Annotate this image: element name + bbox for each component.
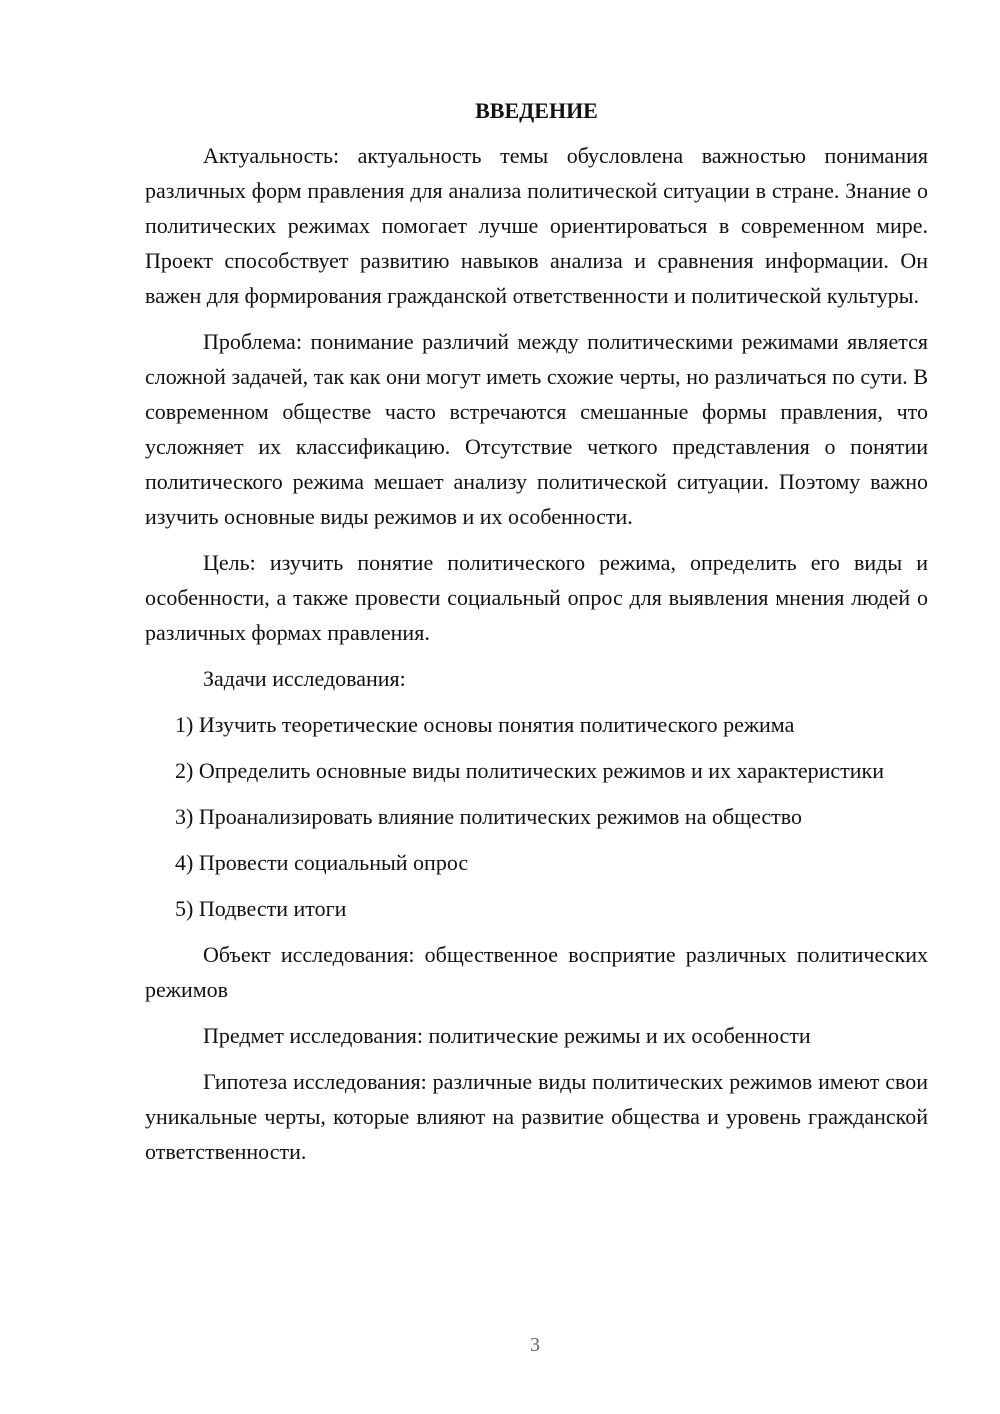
task-item-5: 5) Подвести итоги bbox=[175, 896, 347, 921]
paragraph-relevance: Актуальность: актуальность темы обусловлена важностью понимания различных форм правления для анализа политической ситуации в стране. Знание о политических режимах помогает лучше ориентироваться в современном мире. Проект способствует развитию навыков анализа и сравнения информации. Он важен для формирования гражданской ответственности и политической культуры. bbox=[145, 143, 928, 308]
section-title: ВВЕДЕНИЕ bbox=[475, 98, 598, 123]
task-item-1: 1) Изучить теоретические основы понятия политического режима bbox=[175, 712, 795, 737]
tasks-heading: Задачи исследования: bbox=[203, 666, 406, 691]
page-number: 3 bbox=[530, 1334, 540, 1356]
task-item-3: 3) Проанализировать влияние политических режимов на общество bbox=[175, 804, 803, 829]
paragraph-hypothesis: Гипотеза исследования: различные виды политических режимов имеют свои уникальные черты, которые влияют на развитие общества и уровень гражданской ответственности. bbox=[145, 1069, 928, 1164]
paragraph-subject: Предмет исследования: политические режимы и их особенности bbox=[203, 1023, 811, 1048]
task-item-4: 4) Провести социальный опрос bbox=[175, 850, 469, 875]
paragraph-problem: Проблема: понимание различий между политическими режимами является сложной задачей, так как они могут иметь схожие черты, но различаться по сути. В современном обществе часто встречаются смешанные формы правления, что усложняет их классификацию. Отсутствие четкого представления о понятии политического режима мешает анализу политической ситуации. Поэтому важно изучить основные виды режимов и их особенности. bbox=[145, 329, 928, 529]
paragraph-goal: Цель: изучить понятие политического режима, определить его виды и особенности, а также провести социальный опрос для выявления мнения людей о различных формах правления. bbox=[145, 550, 928, 645]
paragraph-object: Объект исследования: общественное восприятие различных политических режимов bbox=[145, 942, 928, 1002]
task-item-2: 2) Определить основные виды политических режимов и их характеристики bbox=[175, 758, 884, 783]
document-body bbox=[145, 96, 928, 1169]
